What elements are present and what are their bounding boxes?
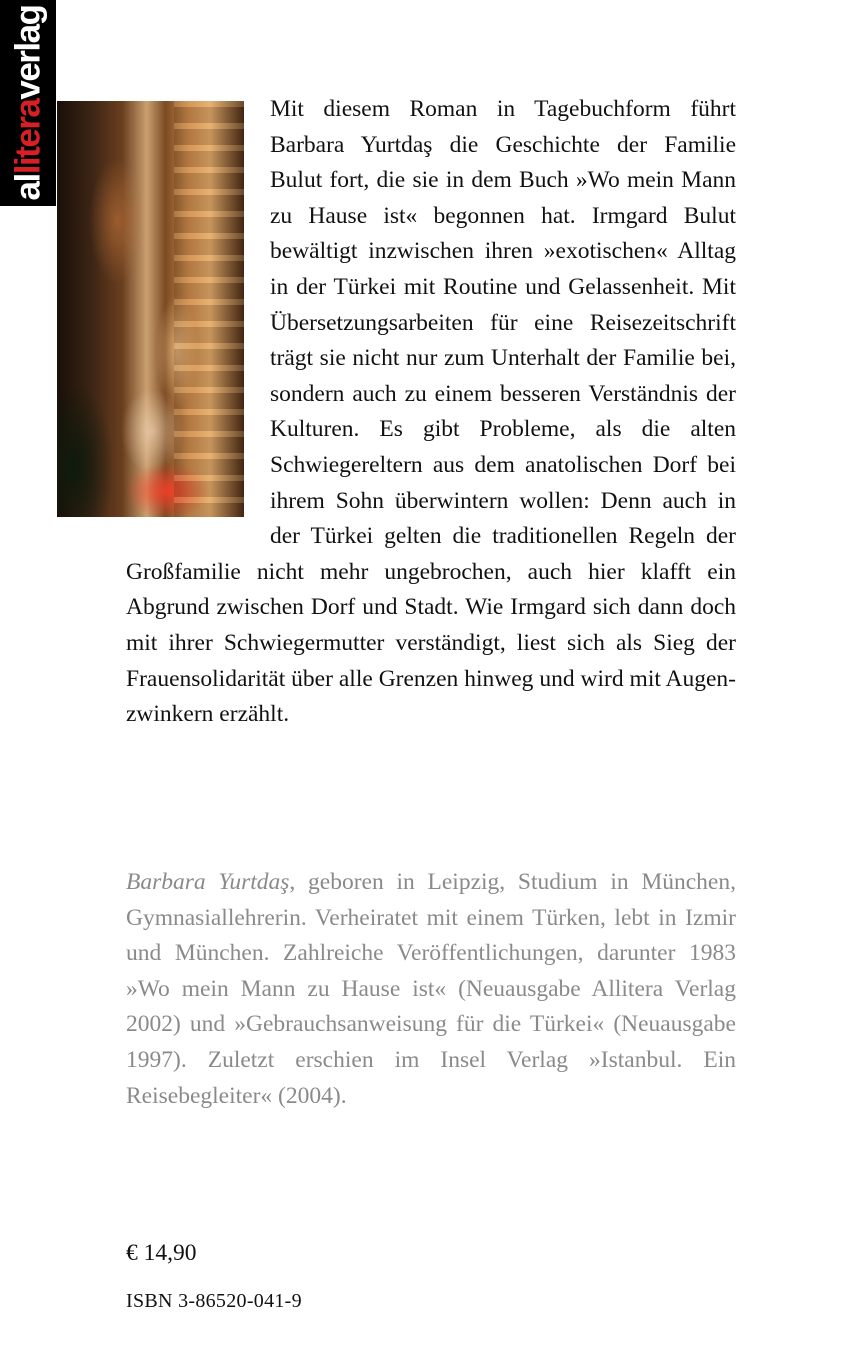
price-label: € 14,90 [126, 1240, 197, 1266]
author-bio [126, 865, 736, 1114]
photo-tree [57, 387, 112, 517]
author-name: Barbara Yurtdaş [126, 869, 290, 895]
logo-text-verlag: verlag [8, 5, 48, 100]
blurb-content: Mit diesem Roman in Tagebuchform führt Barbara Yurtdaş die Geschichte der Familie Bulut fort, die sie in dem Buch »Wo mein Mann zu Hause ist« begonnen hat. Irmgard Bulut bewältigt inzwischen ihren »exotischen« Alltag in der Türkei mit Routine und Gelassenheit. Mit Übersetzungsarbeiten für eine Reisezeitschrift trägt sie nicht nur zum Unterhalt der Familie bei, sondern auch zu einem besseren Verständnis der Kulturen. Es gibt Probleme, als die alten Schwiegereltern aus dem anatolischen Dorf bei ihrem Sohn überwintern wollen: Denn auch in der Türkei gelten die traditionellen Regeln der Großfamilie nicht mehr ungebrochen, auch hier klafft ein Abgrund zwischen Dorf und Stadt. Wie Irmgard sich dann doch mit ihrer Schwiegermutter verständigt, liest sich als Sieg der Frauensolidarität über alle Grenzen hinweg und wird mit Augenzwinkern erzählt. [126, 96, 736, 728]
logo-text-litera: litera [8, 99, 48, 175]
publisher-logo [0, 0, 56, 206]
publisher-logo-text [8, 5, 48, 201]
logo-text-al: al [8, 174, 48, 201]
isbn-label: ISBN 3-86520-041-9 [126, 1290, 302, 1312]
blurb-text [126, 92, 736, 733]
author-bio-text: , geboren in Leipzig, Studium in München, Gymnasiallehrerin. Verheiratet mit einem Türken, lebt in Izmir und München. Zahlreiche Veröffentlichungen, darunter 1983 »Wo mein Mann zu Hause ist« (Neuausgabe Allitera Verlag 2002) und »Gebrauchsanweisung für die Türkei« (Neuausgabe 1997). Zuletzt erschien im Insel Verlag »Istanbul. Ein Reisebegleiter« (2004). [126, 869, 736, 1109]
